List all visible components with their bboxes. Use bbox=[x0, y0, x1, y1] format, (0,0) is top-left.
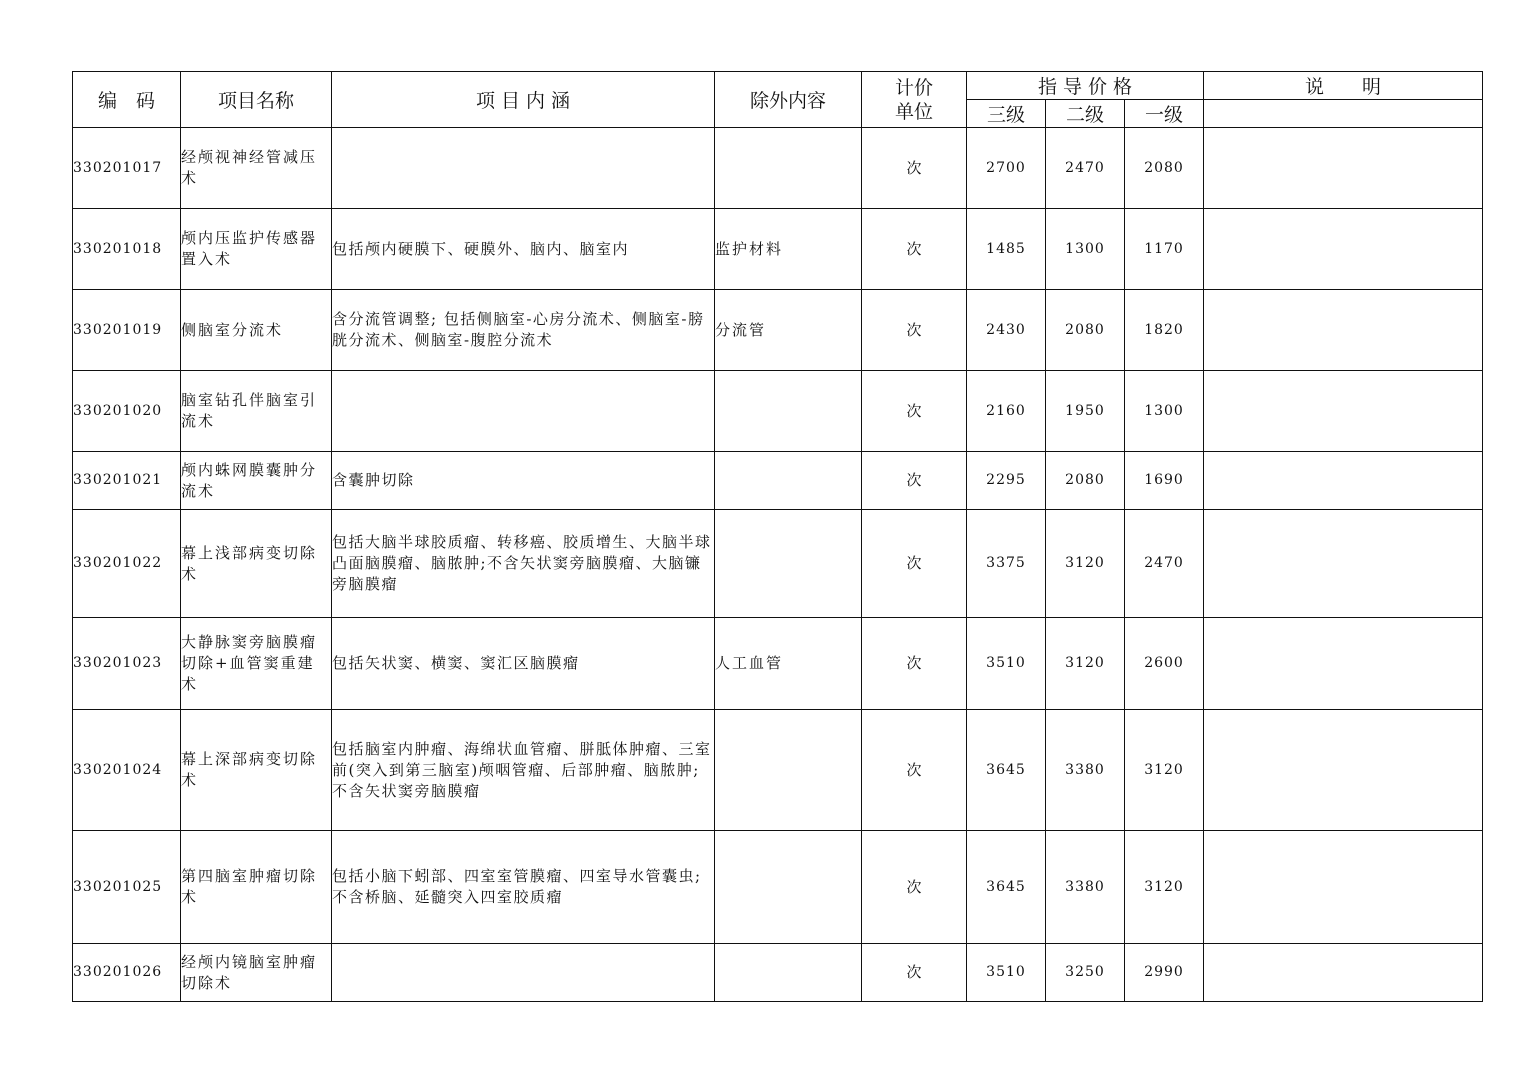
cell-code: 330201026 bbox=[73, 944, 181, 1002]
cell-note bbox=[1204, 452, 1483, 510]
cell-code: 330201023 bbox=[73, 618, 181, 710]
cell-unit: 次 bbox=[862, 128, 967, 209]
cell-exclusion: 监护材料 bbox=[715, 209, 862, 290]
cell-unit: 次 bbox=[862, 452, 967, 510]
cell-content bbox=[332, 128, 715, 209]
cell-level2: 2080 bbox=[1046, 290, 1125, 371]
cell-level1: 1690 bbox=[1125, 452, 1204, 510]
cell-level1: 1820 bbox=[1125, 290, 1204, 371]
cell-level3: 3510 bbox=[967, 944, 1046, 1002]
cell-note bbox=[1204, 944, 1483, 1002]
cell-note bbox=[1204, 831, 1483, 944]
cell-content: 含分流管调整; 包括侧脑室-心房分流术、侧脑室-膀胱分流术、侧脑室-腹腔分流术 bbox=[332, 290, 715, 371]
cell-level1: 2470 bbox=[1125, 510, 1204, 618]
header-level2: 二级 bbox=[1046, 100, 1125, 128]
cell-exclusion bbox=[715, 510, 862, 618]
cell-unit: 次 bbox=[862, 831, 967, 944]
cell-level3: 2160 bbox=[967, 371, 1046, 452]
cell-name: 经颅内镜脑室肿瘤切除术 bbox=[181, 944, 332, 1002]
cell-code: 330201019 bbox=[73, 290, 181, 371]
cell-note bbox=[1204, 618, 1483, 710]
cell-name: 侧脑室分流术 bbox=[181, 290, 332, 371]
header-level3: 三级 bbox=[967, 100, 1046, 128]
cell-note bbox=[1204, 371, 1483, 452]
header-content: 项 目 内 涵 bbox=[332, 72, 715, 128]
cell-level1: 1170 bbox=[1125, 209, 1204, 290]
header-code: 编 码 bbox=[73, 72, 181, 128]
table-row bbox=[73, 944, 1483, 1002]
cell-level2: 2470 bbox=[1046, 128, 1125, 209]
cell-level2: 3380 bbox=[1046, 710, 1125, 831]
cell-note bbox=[1204, 209, 1483, 290]
cell-name: 幕上深部病变切除术 bbox=[181, 710, 332, 831]
cell-unit: 次 bbox=[862, 710, 967, 831]
cell-note bbox=[1204, 128, 1483, 209]
header-guide-price: 指 导 价 格 bbox=[967, 72, 1204, 100]
cell-level3: 1485 bbox=[967, 209, 1046, 290]
cell-note bbox=[1204, 290, 1483, 371]
price-table bbox=[72, 71, 1483, 1002]
cell-exclusion bbox=[715, 831, 862, 944]
table-row bbox=[73, 618, 1483, 710]
cell-exclusion: 人工血管 bbox=[715, 618, 862, 710]
cell-level2: 1950 bbox=[1046, 371, 1125, 452]
cell-level1: 2990 bbox=[1125, 944, 1204, 1002]
cell-name: 幕上浅部病变切除术 bbox=[181, 510, 332, 618]
cell-level1: 3120 bbox=[1125, 710, 1204, 831]
cell-level3: 2430 bbox=[967, 290, 1046, 371]
table-row bbox=[73, 128, 1483, 209]
table-row bbox=[73, 209, 1483, 290]
cell-level2: 3120 bbox=[1046, 510, 1125, 618]
cell-level3: 3510 bbox=[967, 618, 1046, 710]
header-unit-line1: 计价 bbox=[894, 76, 933, 99]
header-exclusion: 除外内容 bbox=[715, 72, 862, 128]
table-body bbox=[73, 128, 1483, 1002]
cell-content: 包括矢状窦、横窦、窦汇区脑膜瘤 bbox=[332, 618, 715, 710]
cell-level3: 2700 bbox=[967, 128, 1046, 209]
table-row bbox=[73, 371, 1483, 452]
cell-name: 颅内蛛网膜囊肿分流术 bbox=[181, 452, 332, 510]
cell-unit: 次 bbox=[862, 510, 967, 618]
cell-level3: 3645 bbox=[967, 710, 1046, 831]
cell-level1: 2080 bbox=[1125, 128, 1204, 209]
cell-code: 330201018 bbox=[73, 209, 181, 290]
cell-name: 颅内压监护传感器置入术 bbox=[181, 209, 332, 290]
cell-exclusion: 分流管 bbox=[715, 290, 862, 371]
cell-level2: 3120 bbox=[1046, 618, 1125, 710]
cell-exclusion bbox=[715, 452, 862, 510]
cell-unit: 次 bbox=[862, 209, 967, 290]
cell-level2: 2080 bbox=[1046, 452, 1125, 510]
table-row bbox=[73, 452, 1483, 510]
cell-note bbox=[1204, 710, 1483, 831]
cell-level3: 3375 bbox=[967, 510, 1046, 618]
cell-code: 330201025 bbox=[73, 831, 181, 944]
cell-content bbox=[332, 944, 715, 1002]
cell-unit: 次 bbox=[862, 371, 967, 452]
cell-name: 经颅视神经管减压术 bbox=[181, 128, 332, 209]
header-name: 项目名称 bbox=[181, 72, 332, 128]
cell-name: 大静脉窦旁脑膜瘤切除+血管窦重建术 bbox=[181, 618, 332, 710]
cell-note bbox=[1204, 510, 1483, 618]
cell-exclusion bbox=[715, 944, 862, 1002]
cell-content: 包括小脑下蚓部、四室室管膜瘤、四室导水管囊虫;不含桥脑、延髓突入四室胶质瘤 bbox=[332, 831, 715, 944]
cell-level2: 1300 bbox=[1046, 209, 1125, 290]
header-note: 说 明 bbox=[1204, 72, 1483, 100]
header-note-blank bbox=[1204, 100, 1483, 128]
table-row bbox=[73, 831, 1483, 944]
cell-content: 包括颅内硬膜下、硬膜外、脑内、脑室内 bbox=[332, 209, 715, 290]
cell-code: 330201017 bbox=[73, 128, 181, 209]
table-row bbox=[73, 510, 1483, 618]
cell-level1: 2600 bbox=[1125, 618, 1204, 710]
cell-content: 含囊肿切除 bbox=[332, 452, 715, 510]
cell-unit: 次 bbox=[862, 618, 967, 710]
cell-content bbox=[332, 371, 715, 452]
cell-exclusion bbox=[715, 371, 862, 452]
cell-exclusion bbox=[715, 128, 862, 209]
cell-code: 330201020 bbox=[73, 371, 181, 452]
cell-code: 330201022 bbox=[73, 510, 181, 618]
header-unit-line2: 单位 bbox=[894, 100, 933, 123]
cell-code: 330201024 bbox=[73, 710, 181, 831]
cell-level1: 1300 bbox=[1125, 371, 1204, 452]
header-level1: 一级 bbox=[1125, 100, 1204, 128]
cell-level2: 3380 bbox=[1046, 831, 1125, 944]
cell-unit: 次 bbox=[862, 944, 967, 1002]
table-row bbox=[73, 710, 1483, 831]
table-row bbox=[73, 290, 1483, 371]
cell-level3: 2295 bbox=[967, 452, 1046, 510]
cell-name: 第四脑室肿瘤切除术 bbox=[181, 831, 332, 944]
cell-level3: 3645 bbox=[967, 831, 1046, 944]
cell-level1: 3120 bbox=[1125, 831, 1204, 944]
header-unit bbox=[862, 72, 967, 128]
cell-code: 330201021 bbox=[73, 452, 181, 510]
cell-unit: 次 bbox=[862, 290, 967, 371]
cell-name: 脑室钻孔伴脑室引流术 bbox=[181, 371, 332, 452]
cell-content: 包括大脑半球胶质瘤、转移癌、胶质增生、大脑半球凸面脑膜瘤、脑脓肿;不含矢状窦旁脑膜瘤、大脑镰旁脑膜瘤 bbox=[332, 510, 715, 618]
cell-exclusion bbox=[715, 710, 862, 831]
cell-content: 包括脑室内肿瘤、海绵状血管瘤、胼胝体肿瘤、三室前(突入到第三脑室)颅咽管瘤、后部肿瘤、脑脓肿;不含矢状窦旁脑膜瘤 bbox=[332, 710, 715, 831]
cell-level2: 3250 bbox=[1046, 944, 1125, 1002]
